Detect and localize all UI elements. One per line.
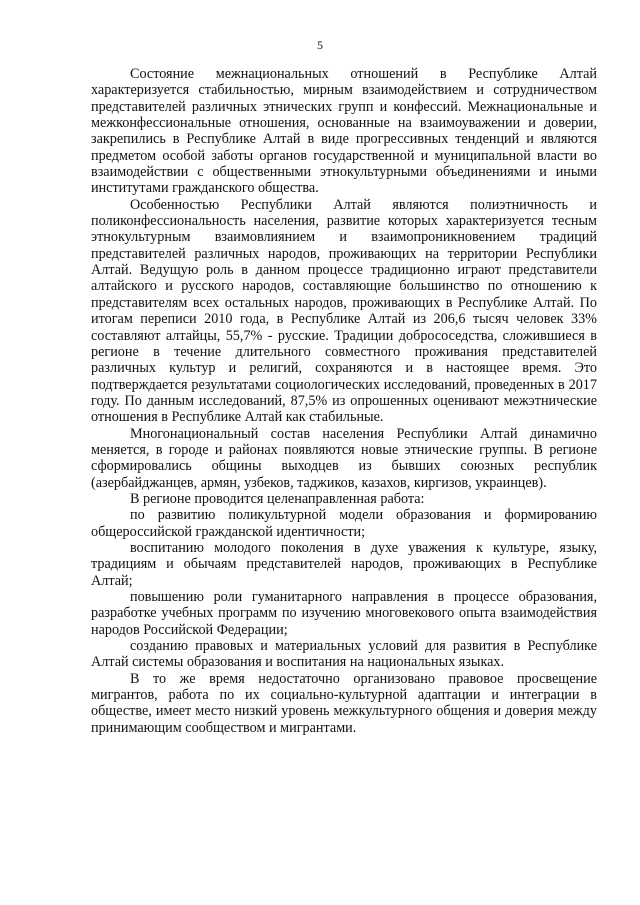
paragraph-work-item-youth-upbringing: воспитанию молодого поколения в духе уважения к культуре, языку, традициям и обычаям представителей народов, проживающих в Республике Алтай; <box>91 539 597 589</box>
paragraph-interethnic-relations: Состояние межнациональных отношений в Республике Алтай характеризуется стабильностью, мирным взаимодействием и сотрудничеством представителей различных этнических групп и конфессий. Межнациональные и межконфессиональные отношения, основанные на взаимоуважении и доверии, закрепились в Республике Алтай в виде прогрессивных тенденций и являются предметом особой заботы органов государственной и муниципальной власти во взаимодействии с общественными этнокультурными объединениями и иными институтами гражданского общества. <box>91 66 597 197</box>
paragraph-work-intro: В регионе проводится целенаправленная работа: <box>130 490 425 507</box>
paragraph-migrants: В то же время недостаточно организовано правовое просвещение мигрантов, работа по их социально-культурной адаптации и интеграции в обществе, имеет место низкий уровень межкультурного общения и доверия между принимающим сообществом и мигрантами. <box>91 670 597 736</box>
paragraph-work-item-native-languages: созданию правовых и материальных условий для развития в Республике Алтай системы образования и воспитания на национальных языках. <box>91 638 597 671</box>
paragraph-work-item-humanities: повышению роли гуманитарного направления в процессе образования, разработке учебных программ по изучению многовекового опыта взаимодействия народов Российской Федерации; <box>91 589 597 638</box>
document-body <box>91 66 597 736</box>
page-number: 5 <box>317 38 323 52</box>
paragraph-multinational-composition: Многонациональный состав населения Республики Алтай динамично меняется, в городе и районах появляются новые этнические группы. В регионе сформировались общины выходцев из бывших союзных республик (азербайджанцев, армян, узбеков, таджиков, казахов, киргизов, украинцев). <box>91 425 597 491</box>
paragraph-polyethnicity: Особенностью Республики Алтай являются полиэтничность и поликонфессиональность населения, развитие которых характеризуется тесным этнокультурным взаимовлиянием и взаимопроникновением традиций представителей различных народов, проживающих на территории Республики Алтай. Ведущую роль в данном процессе традиционно играют представители алтайского и русского народов, составляющие большинство по отношению к представителям всех остальных народов, проживающих в Республике Алтай. По итогам переписи 2010 года, в Республике Алтай из 206,6 тысяч человек 33% составляют алтайцы, 55,7% - русские. Традиции добрососедства, сложившиеся в регионе в течение длительного совместного проживания представителей различных культур и религий, сохраняются и в настоящее время. Это подтверждается результатами социологических исследований, проведенных в 2017 году. По данным исследований, 87,5% из опрошенных оценивают межэтнические отношения в Республике Алтай как стабильные. <box>91 196 597 426</box>
paragraph-work-item-education-model: по развитию поликультурной модели образования и формированию общероссийской гражданской идентичности; <box>91 507 597 540</box>
